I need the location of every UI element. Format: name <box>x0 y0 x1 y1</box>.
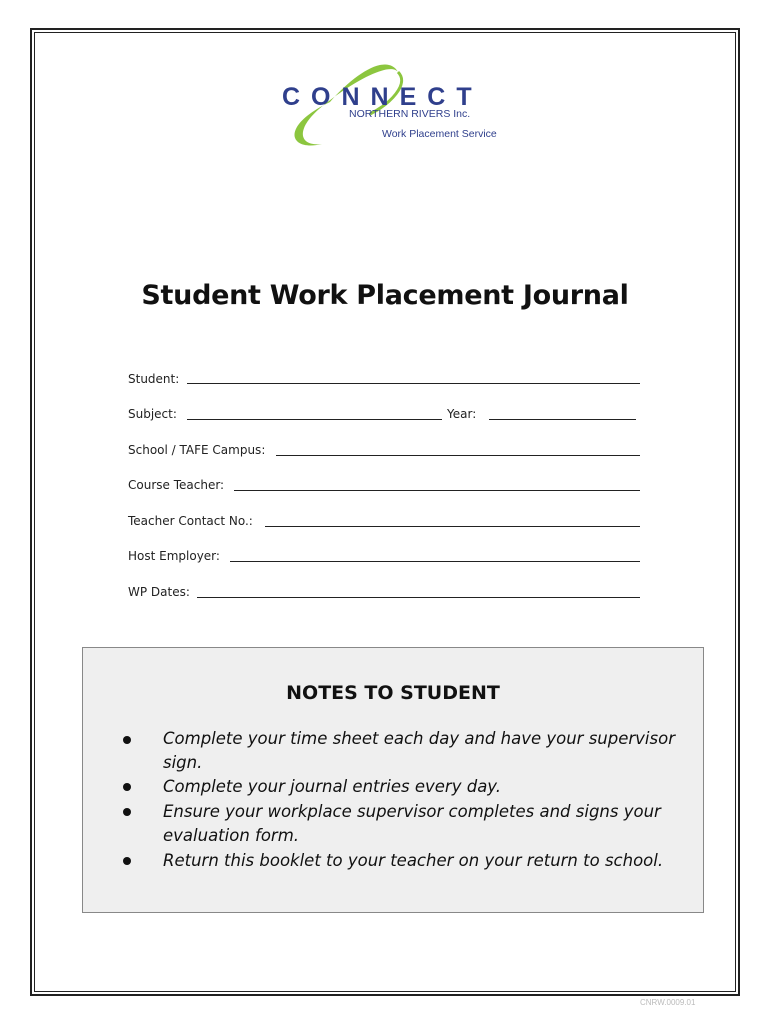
subject-label: Subject: <box>128 407 177 421</box>
student-line[interactable] <box>187 383 640 384</box>
subject-line[interactable] <box>187 419 442 420</box>
bullet-icon <box>123 857 131 865</box>
teacher-label: Course Teacher: <box>128 478 225 492</box>
school-line[interactable] <box>276 455 640 456</box>
employer-label: Host Employer: <box>128 549 220 563</box>
contact-label: Teacher Contact No.: <box>128 514 253 528</box>
contact-line[interactable] <box>265 526 640 527</box>
year-label: Year: <box>447 407 477 421</box>
note-item: Return this booklet to your teacher on your return to school. <box>163 851 664 870</box>
bullet-icon <box>123 808 131 816</box>
bullet-icon <box>123 736 131 744</box>
connect-logo <box>270 52 530 152</box>
school-label: School / TAFE Campus: <box>128 443 266 457</box>
note-item: Ensure your workplace supervisor completes and signs your evaluation form. <box>163 802 661 845</box>
notes-title: NOTES TO STUDENT <box>286 682 500 704</box>
page-title: Student Work Placement Journal <box>141 280 629 311</box>
logo-service-name: Work Placement Service <box>382 128 497 140</box>
bullet-icon <box>123 783 131 791</box>
logo-wordmark: CONNECT <box>282 83 483 111</box>
year-line[interactable] <box>489 419 636 420</box>
dates-line[interactable] <box>197 597 640 598</box>
dates-label: WP Dates: <box>128 585 190 599</box>
note-item: Complete your journal entries every day. <box>163 777 502 796</box>
employer-line[interactable] <box>230 561 640 562</box>
note-item: Complete your time sheet each day and have your supervisor sign. <box>163 729 675 772</box>
document-code: CNRW.0009.01 <box>640 998 696 1007</box>
notes-box <box>82 647 704 913</box>
logo-org-name: NORTHERN RIVERS Inc. <box>349 108 471 120</box>
student-label: Student: <box>128 372 180 386</box>
teacher-line[interactable] <box>234 490 640 491</box>
